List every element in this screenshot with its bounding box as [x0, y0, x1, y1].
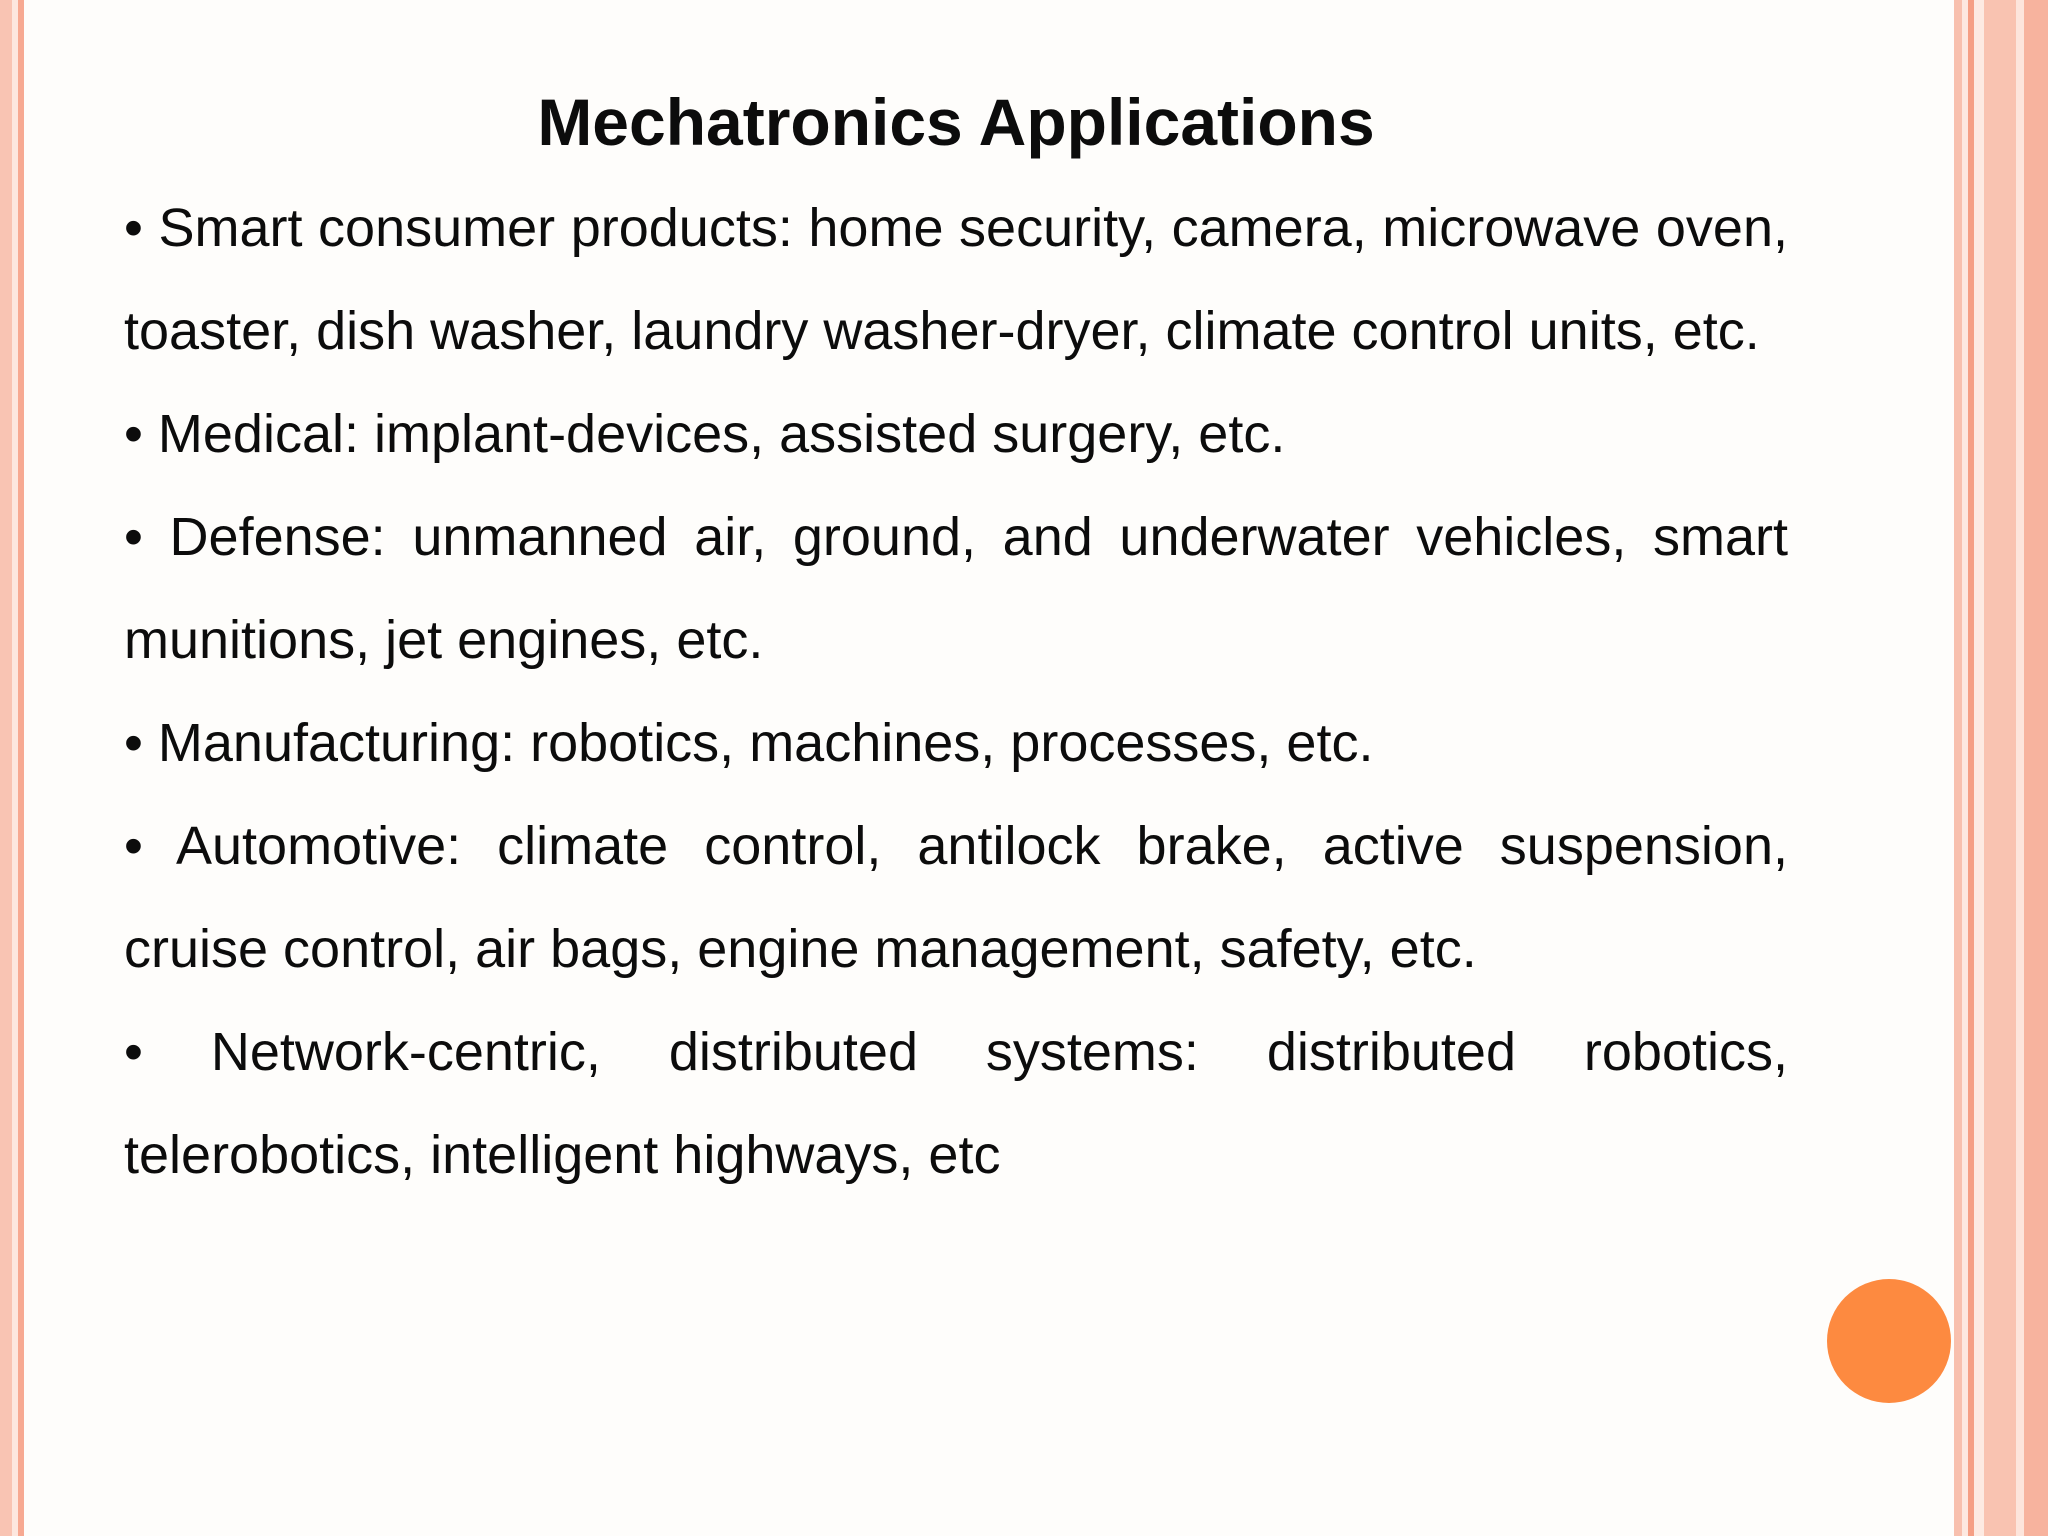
- bullet-item: [124, 795, 1788, 1001]
- bullet-item: [124, 177, 1788, 383]
- right-border-stripe: [2024, 0, 2048, 1536]
- bullet-item: [124, 486, 1788, 692]
- bullet-item: [124, 692, 1788, 795]
- bullet-item: [124, 1001, 1788, 1207]
- bullet-text: • Manufacturing: robotics, machines, processes, etc.: [124, 713, 1374, 773]
- slide-title: Mechatronics Applications: [537, 85, 1375, 159]
- left-border-inner-stripe: [18, 0, 24, 1536]
- bullet-text: • Defense: unmanned air, ground, and underwater vehicles, smart munitions, jet engines, etc.: [124, 507, 1788, 670]
- bullet-text: • Network-centric, distributed systems: distributed robotics, telerobotics, intelligent highways, etc: [124, 1022, 1788, 1185]
- bullet-text: • Smart consumer products: home security, camera, microwave oven, toaster, dish washer, laundry washer-dryer, climate control units, etc.: [124, 198, 1788, 361]
- right-border-stripe: [1974, 0, 1984, 1536]
- bullet-text: • Medical: implant-devices, assisted surgery, etc.: [124, 404, 1286, 464]
- accent-circle: [1827, 1279, 1951, 1403]
- right-border-stripe: [1954, 0, 1962, 1536]
- right-border-stripe: [2016, 0, 2024, 1536]
- bullet-list: [124, 177, 1788, 1207]
- bullet-text: • Automotive: climate control, antilock brake, active suspension, cruise control, air bags, engine management, safety, etc.: [124, 816, 1788, 979]
- right-border-stripe: [1984, 0, 2016, 1536]
- left-border-stripe: [0, 0, 12, 1536]
- bullet-item: [124, 383, 1788, 486]
